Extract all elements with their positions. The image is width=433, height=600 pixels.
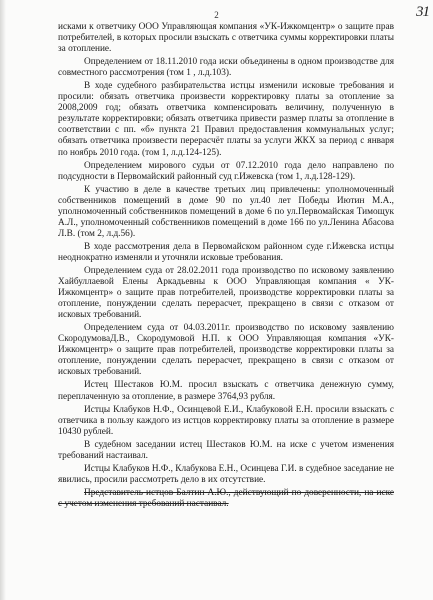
handwritten-sheet-number: 31	[416, 4, 429, 20]
paragraph: Представитель истцов Балтин А.Ю., действующий по доверенности, на иске с учетом изменения требований настаивал.	[58, 487, 394, 509]
paragraph: Истец Шестаков Ю.М. просил взыскать с ответчика денежную сумму, переплаченную за отопление, в размере 3764,93 рубля.	[58, 380, 394, 402]
paragraph: Определением суда от 04.03.2011г. производство по исковому заявлению СкородумоваД.В., Скородумовой Н.П. к ООО Управляющая компания «УК-Ижкомцентр» о защите прав потребителей, производстве корректировки платы за отопление, понуждении сделать перерасчет, прекращено в связи с отказом от исковых требований.	[58, 323, 394, 378]
document-body	[58, 22, 394, 510]
paragraph: Определением от 18.11.2010 года иски объединены в одном производстве для совместного рассмотрения (том 1 , л.д.103).	[58, 57, 394, 79]
paragraph: К участию в деле в качестве третьих лиц привлечены: уполномоченный собственников помещений в доме 90 по ул.40 лет Победы Иютин М.А., уполномоченный собственников помещений в доме 6 по ул.Первомайская Тимощук А.Л., уполномоченный собственников помещений в доме 166 по ул.Ленина Абасова Л.В. (том 2, л.д.56).	[58, 184, 394, 239]
paragraph: исками к ответчику ООО Управляющая компания «УК-Ижкомцентр» о защите прав потребителей, в которых просили взыскать с ответчика суммы корректировки платы за отопление.	[58, 22, 394, 55]
paragraph: В ходе судебного разбирательства истцы изменили исковые требования и просили: обязать ответчика произвести корректировку платы за отопление за 2008,2009 год; обязать ответчика компенсировать величину, полученную в результате корректировки; обязать ответчика привести размер платы за отопление в соответствии с пп. «б» пункта 21 Правил предоставления коммунальных услуг; обязать ответчика произвести перерасчёт платы за услуги ЖКХ за период с января по ноябрь 2010 года. (том 1, л.д.124-125).	[58, 81, 394, 158]
scan-edge-shadow	[0, 0, 6, 600]
paragraph: Истцы Клабуков Н.Ф., Клабукова Е.Н., Осинцева Г.И. в судебное заседание не явились, просили рассмотреть дело в их отсутствие.	[58, 463, 394, 485]
paragraph: В судебном заседании истец Шестаков Ю.М. на иске с учетом изменения требований настаивал.	[58, 439, 394, 461]
paragraph: Определением мирового судьи от 07.12.2010 года дело направлено по подсудности в Первомайский районный суд г.Ижевска (том 1, л.д.128-129).	[58, 160, 394, 182]
page-number: 2	[214, 10, 219, 20]
paragraph: Определением суда от 28.02.2011 года производство по исковому заявлению Хайбуллаевой Елены Аркадьевны к ООО Управляющая компания « УК-Ижкомцентр» о защите прав потребителей, производстве корректировки платы за отопление, понуждении сделать перерасчет, прекращено в связи с отказом от исковых требований.	[58, 265, 394, 321]
paragraph: Истцы Клабуков Н.Ф., Осинцевой Е.И., Клабуковой Е.Н. просили взыскать с ответчика в пользу каждого из истцов корректировку платы за отопление в размере 10430 рублей.	[58, 404, 394, 437]
paragraph: В ходе рассмотрения дела в Первомайском районном суде г.Ижевска истцы неоднократно изменяли и уточняли исковые требования.	[58, 241, 394, 263]
